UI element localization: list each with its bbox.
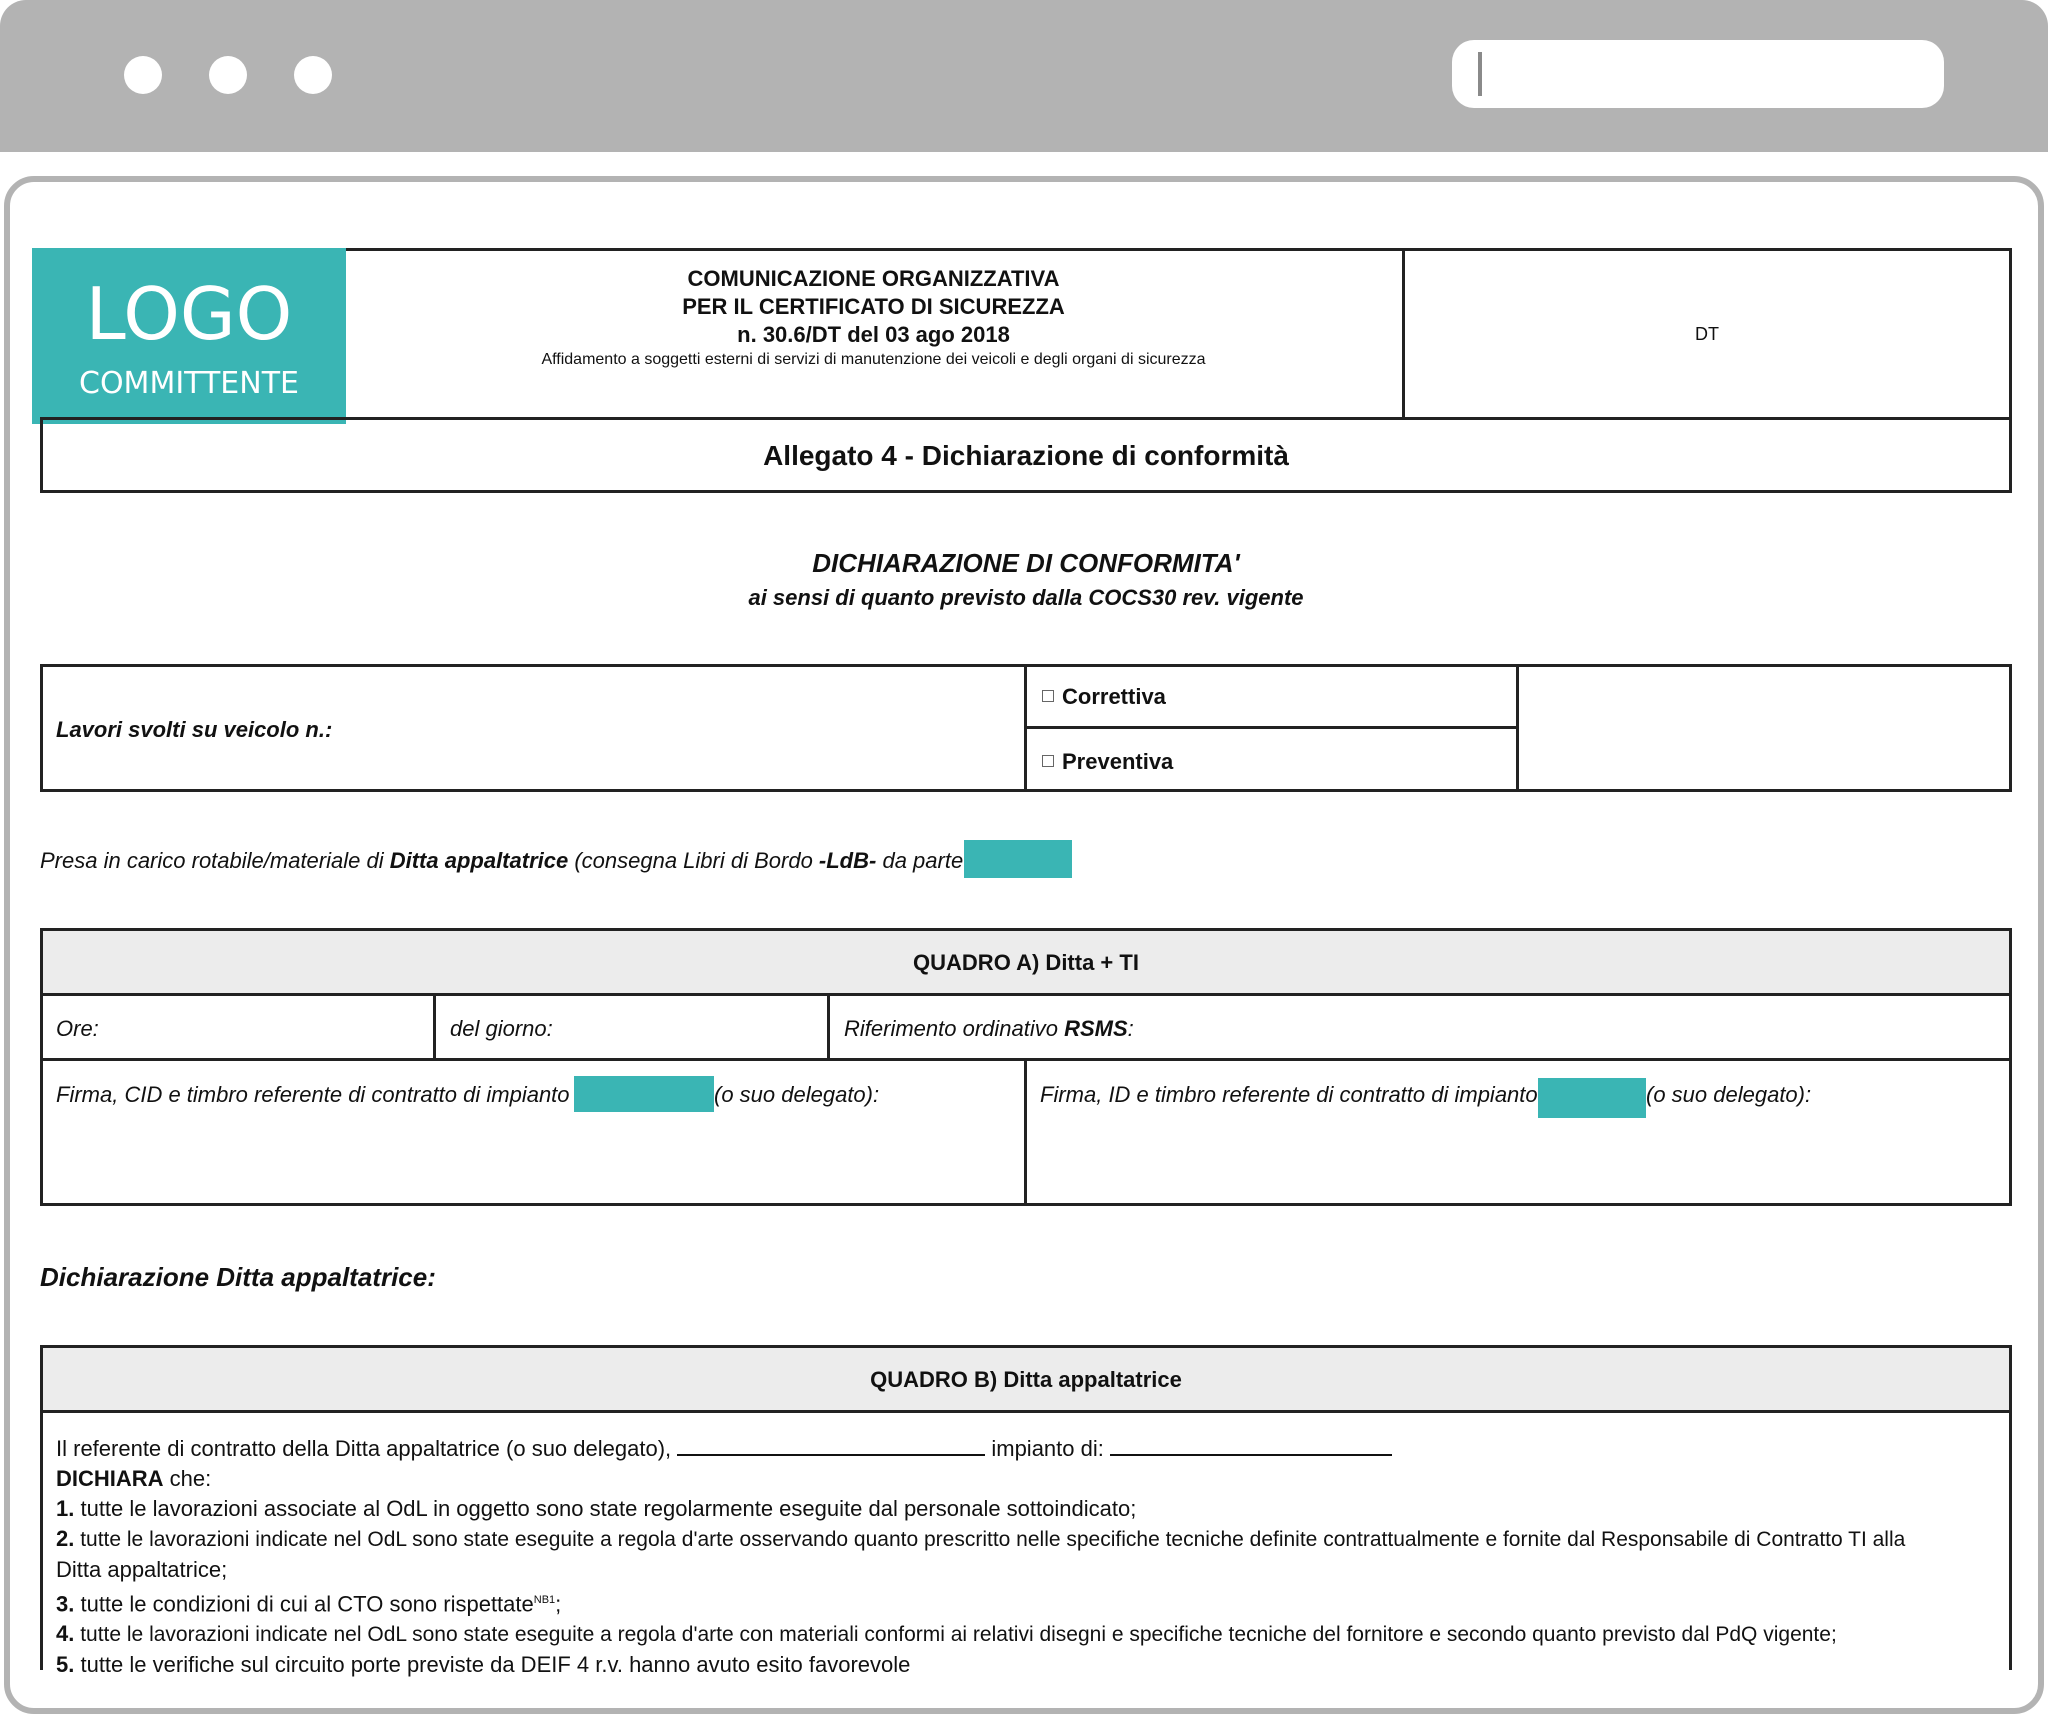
firma-right-label-a: Firma, ID e timbro referente di contratto di impianto (1040, 1082, 1538, 1107)
list-item-2 (56, 1524, 2006, 1555)
list-item-1 (56, 1494, 2006, 1524)
quadro-b-text (56, 1434, 2006, 1680)
item-5-text: tutte le verifiche sul circuito porte previste da DEIF 4 r.v. hanno avuto esito favorevole (74, 1652, 911, 1678)
checkbox-correttiva[interactable] (1042, 690, 1054, 702)
quadro-a-divider-2 (827, 993, 830, 1061)
header-line-2: PER IL CERTIFICATO DI SICUREZZA (682, 294, 1065, 319)
option-preventiva[interactable] (1042, 749, 1173, 775)
che-word: che: (163, 1466, 212, 1491)
checkbox-preventiva[interactable] (1042, 755, 1054, 767)
header-line-3: n. 30.6/DT del 03 ago 2018 (737, 322, 1010, 347)
item-4-num: 4. (56, 1621, 75, 1647)
dichiara-line (56, 1464, 2006, 1494)
impianto-blank[interactable] (1110, 1438, 1392, 1456)
dichiara-word: DICHIARA (56, 1466, 164, 1491)
riferimento-prefix: Riferimento ordinativo (844, 1016, 1065, 1041)
list-item-2-cont (56, 1555, 2006, 1585)
referente-blank[interactable] (677, 1438, 985, 1456)
header-line-4: Affidamento a soggetti esterni di servizi di manutenzione dei veicoli e degli organi di sicurezza (541, 351, 1206, 368)
list-item-4 (56, 1619, 2006, 1650)
presa-text-3: (consegna Libri di Bordo (568, 848, 819, 873)
quadro-a-title: QUADRO A) Ditta + TI (913, 950, 1139, 975)
item-3-num: 3. (56, 1591, 75, 1617)
intro-text-b: impianto di: (985, 1436, 1110, 1461)
logo-subtext: COMMITTENTE (79, 366, 299, 401)
redaction-block-firma-right (1538, 1078, 1646, 1118)
presa-text-2: Ditta appaltatrice (389, 848, 569, 873)
item-1-text: tutte le lavorazioni associate al OdL in oggetto sono state regolarmente eseguite dal personale sottoindicato; (74, 1496, 1137, 1521)
option-correttiva[interactable] (1042, 684, 1166, 710)
giorno-label: del giorno: (450, 1016, 553, 1041)
allegato-title: Allegato 4 - Dichiarazione di conformità (763, 440, 1289, 471)
item-3-end: ; (555, 1591, 562, 1617)
redaction-block-presa (964, 840, 1072, 878)
presa-text-4: -LdB- (818, 848, 877, 873)
riferimento-rsms: RSMS (1064, 1016, 1128, 1041)
item-3-footnote: NB1 (533, 1594, 556, 1606)
item-4-text: tutte le lavorazioni indicate nel OdL sono state eseguite a regola d'arte con materiali conformi ai relativi disegni e specifiche tecniche del fornitore e secondo quanto previsto dal PdQ vigente; (74, 1623, 1837, 1647)
committente-logo (32, 248, 346, 424)
list-item-3 (56, 1585, 2006, 1619)
firma-right-label-b: (o suo delegato): (1646, 1082, 1812, 1107)
option-correttiva-label: Correttiva (1062, 684, 1166, 709)
logo-text: LOGO (85, 272, 293, 356)
vehicle-option-divider (1024, 726, 1518, 729)
presa-text-1: Presa in carico rotabile/materiale di (40, 848, 390, 873)
quadro-a-divider-1 (433, 993, 436, 1061)
redaction-block-firma-left (574, 1076, 714, 1112)
item-3-text: tutte le condizioni di cui al CTO sono rispettate (74, 1591, 534, 1617)
item-2-num: 2. (56, 1526, 75, 1551)
item-1-num: 1. (56, 1496, 75, 1521)
ore-label: Ore: (56, 1016, 99, 1041)
header-doc-code: DT (1695, 324, 1719, 344)
quadro-b-title: QUADRO B) Ditta appaltatrice (870, 1367, 1182, 1392)
presa-in-carico-line (40, 848, 963, 874)
intro-text-a: Il referente di contratto della Ditta appaltatrice (o suo delegato), (56, 1436, 678, 1461)
option-preventiva-label: Preventiva (1062, 749, 1174, 774)
firma-left-label-b: (o suo delegato): (714, 1082, 880, 1107)
declaration-subtitle: ai sensi di quanto previsto dalla COCS30 rev. vigente (748, 585, 1304, 610)
declaration-title: DICHIARAZIONE DI CONFORMITA' (812, 548, 1240, 578)
item-2-text-cont: Ditta appaltatrice; (56, 1557, 228, 1582)
item-5-num: 5. (56, 1652, 75, 1678)
riferimento-suffix: : (1127, 1016, 1134, 1041)
item-2-text: tutte le lavorazioni indicate nel OdL sono state eseguite a regola d'arte osservando quanto prescritto nelle specifiche tecniche definite contrattualmente e fornite dal Responsabile di Contratto TI alla (74, 1528, 1906, 1551)
quadro-a-divider-3 (1024, 1058, 1027, 1206)
firma-left-label-a: Firma, CID e timbro referente di contratto di impianto (56, 1082, 570, 1107)
header-line-1: COMUNICAZIONE ORGANIZZATIVA (687, 266, 1060, 291)
presa-text-5: da parte (876, 848, 964, 873)
vehicle-label: Lavori svolti su veicolo n.: (56, 717, 333, 742)
riferimento-label (844, 1016, 1134, 1042)
dichiarazione-heading: Dichiarazione Ditta appaltatrice: (40, 1262, 436, 1292)
quadro-b-intro (56, 1434, 2006, 1464)
list-item-5 (56, 1650, 2006, 1680)
